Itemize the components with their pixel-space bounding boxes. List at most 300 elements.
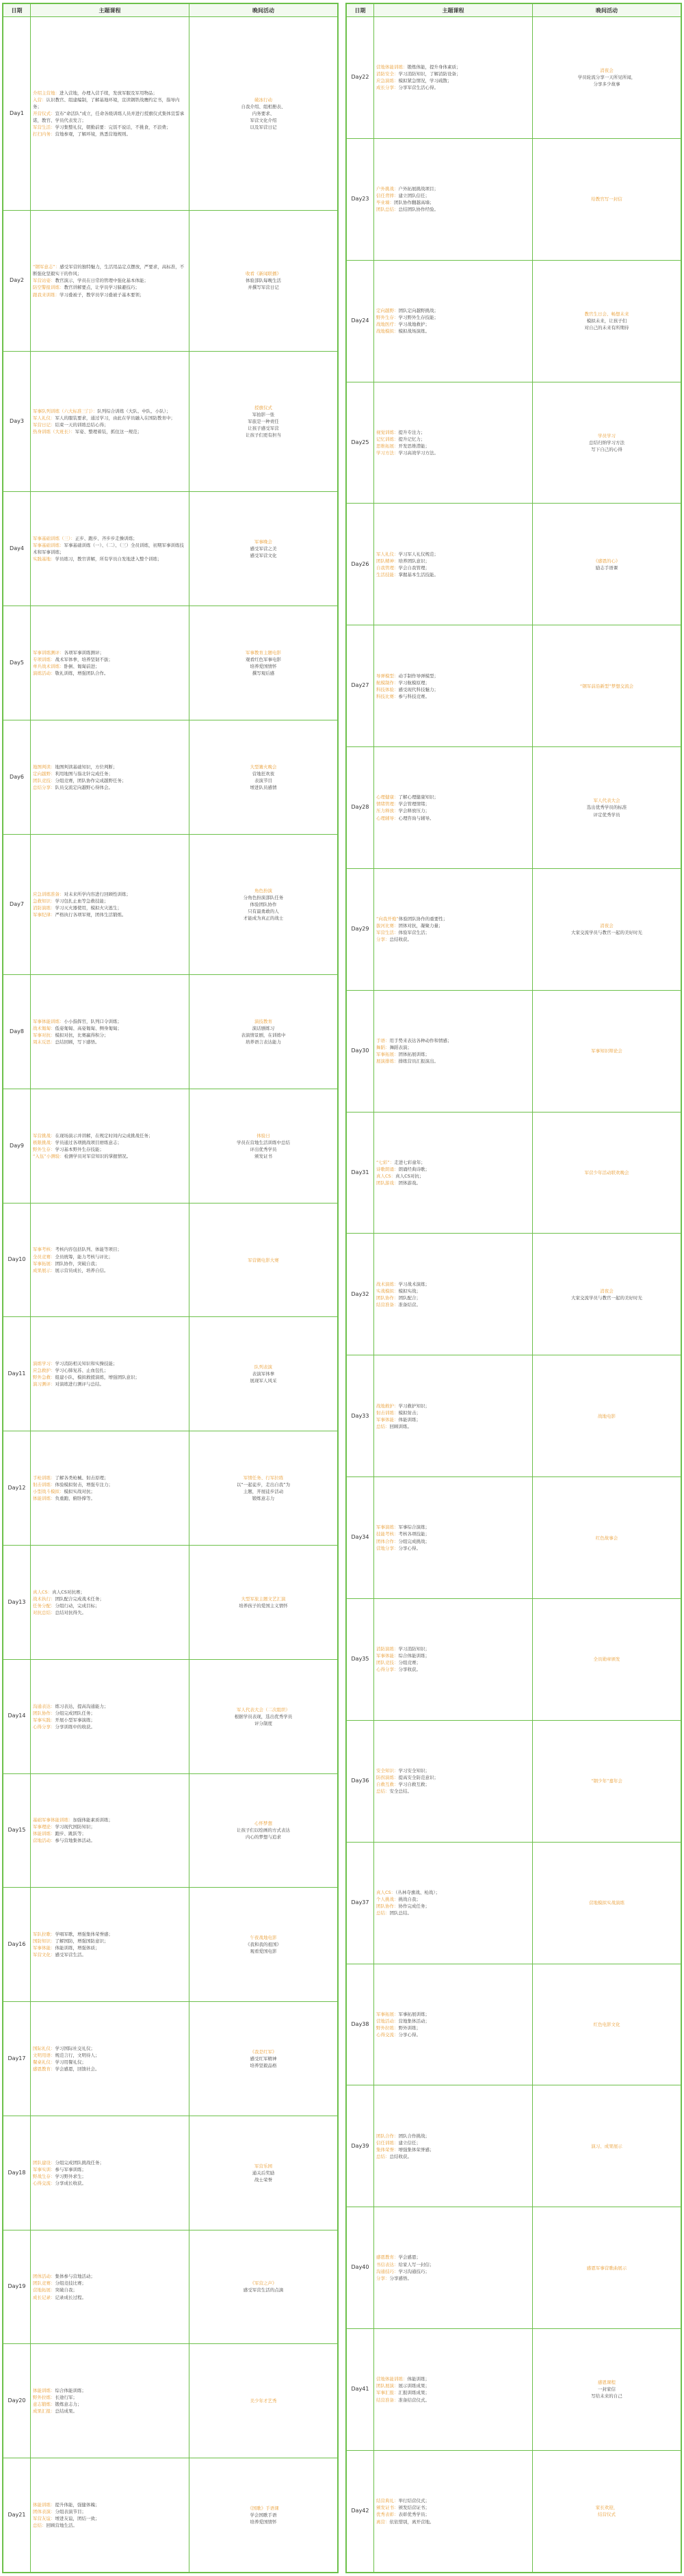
evening-cell: [189, 1773, 338, 1888]
course-line: [376, 571, 530, 578]
course-label: 射击训练：: [33, 1482, 55, 1488]
course-text: 练习表达，提高沟通能力；: [55, 1703, 109, 1709]
course-line: [33, 2173, 187, 2180]
day-cell: Day7: [3, 834, 31, 975]
course-cell: [31, 211, 189, 352]
day-cell: Day36: [347, 1720, 374, 1842]
evening-line: 心怀梦想: [254, 1821, 272, 1827]
evening-cell: [533, 1477, 681, 1599]
evening-cell: [189, 2344, 338, 2458]
course-label: 单兵战术训练：: [33, 663, 64, 669]
course-text: 学习消防知识；: [398, 1646, 430, 1652]
evening-line: 模拟未来，让孩子们: [586, 318, 627, 324]
evening-line: 写下自己的心得: [591, 446, 622, 452]
course-cell: [31, 2002, 189, 2116]
course-text: 用手势来表达各种动作和情感；: [389, 1038, 452, 1044]
course-line: [33, 2045, 187, 2052]
course-label: 军事训练测评：: [33, 649, 64, 655]
evening-line: 颁发证书: [254, 1153, 272, 1159]
course-label: 入营：: [33, 96, 47, 103]
course-text: 军事拓展训练；: [398, 2011, 430, 2017]
table-row: [347, 17, 681, 139]
course-text: 学会感恩，回馈社会。: [55, 2066, 100, 2072]
day-cell: Day30: [347, 990, 374, 1112]
course-text: 总结成果。: [55, 2408, 77, 2415]
course-text: 分享成长收获。: [55, 2180, 86, 2186]
evening-line: 以“一起徒步，走出自我”为: [236, 1482, 291, 1488]
course-label: 定向越野：: [33, 770, 55, 777]
course-text: 记录成长过程。: [55, 2294, 86, 2300]
course-line: [33, 556, 187, 562]
course-text: 低姿匍匐、高姿匍匐、侧身匍匐；: [55, 1025, 122, 1031]
course-label: 野外拉练：: [376, 2025, 399, 2031]
evening-line: 内务要求、: [252, 111, 275, 117]
course-label: 体能训练：: [33, 1496, 55, 1502]
evening-line: 全员勋章颁发: [593, 1656, 620, 1663]
course-label: 军事考核：: [33, 1247, 55, 1253]
header-row: [347, 4, 681, 17]
course-text: 队列综合训练（大队、中队、小队）；: [97, 408, 171, 414]
course-text: 总结回顾，写下感悟。: [55, 1039, 100, 1045]
course-label: 军事实训：: [33, 2166, 55, 2172]
course-label: 团队合作：: [376, 2133, 399, 2139]
evening-line: 感受军营文化: [250, 553, 277, 559]
course-line: [33, 2287, 187, 2293]
course-text: 团队协作翻越高墙；: [394, 200, 434, 206]
course-text: 体能训练；: [398, 1416, 421, 1422]
course-line: [376, 1044, 530, 1051]
course-cell: [31, 606, 189, 720]
course-line: [33, 1589, 187, 1596]
course-line: [33, 1474, 187, 1481]
course-text: 总结收获。: [389, 937, 412, 943]
course-text: 分享感悟。: [389, 2275, 412, 2281]
course-text: 全员统筹，能力考核与评比；: [55, 1253, 113, 1260]
course-text: 模拟紧急情况，学习疏散；: [398, 78, 452, 84]
course-cell: [31, 351, 189, 492]
course-cell: [31, 2116, 189, 2230]
course-text: 团队合作挑战；: [398, 2133, 430, 2139]
day-cell: Day3: [3, 351, 31, 492]
evening-cell: [189, 1203, 338, 1317]
course-line: [376, 1659, 530, 1666]
evening-line: 战士荣誉: [254, 2176, 272, 2183]
evening-line: 军营少年活动联欢晚会: [584, 1169, 629, 1175]
course-line: [33, 535, 187, 542]
day-cell: Day31: [347, 1112, 374, 1234]
course-cell: [374, 625, 533, 747]
course-text: 增进友谊，团结一致；: [55, 2516, 100, 2522]
table-row: [3, 834, 338, 975]
evening-line: 军情任务、行军拉练: [243, 1474, 284, 1481]
course-label: 思维拓展：: [376, 443, 399, 449]
course-label: 军事汇报：: [376, 2390, 399, 2396]
table-row: [3, 492, 338, 606]
course-text: 敬礼训练，增强团队合作。: [55, 671, 109, 676]
evening-cell: [189, 975, 338, 1089]
course-line: [33, 284, 187, 291]
course-text: 朗诵经典诗歌；: [398, 1166, 430, 1172]
course-line: [376, 801, 530, 807]
table-row: [3, 1089, 338, 1203]
course-line: [376, 64, 530, 70]
course-text: 学习自救互救；: [398, 1782, 430, 1788]
course-label: 开营仪式：: [33, 111, 55, 117]
course-line: [376, 206, 530, 213]
course-text: 学习航模原理；: [398, 679, 430, 686]
course-line: [33, 891, 187, 898]
course-label: 战地模拟：: [376, 328, 399, 335]
table-row: [347, 382, 681, 504]
course-line: [33, 649, 187, 656]
course-text: 综合体能训练；: [55, 2388, 86, 2394]
course-line: [33, 1488, 187, 1495]
course-text: 分享收获。: [398, 1667, 421, 1673]
course-label: 军营挑战：: [33, 1132, 55, 1139]
evening-cell: [189, 211, 338, 352]
course-text: 学习基本野外生存技能；: [55, 1146, 104, 1152]
course-label: 野外生存：: [376, 315, 399, 321]
course-text: 表彰优秀学员；: [398, 2512, 430, 2518]
course-label: 营地拓展：: [33, 2287, 55, 2293]
course-cell: [31, 2230, 189, 2344]
course-line: [33, 1495, 187, 1502]
evening-line: 学会国歌手语: [250, 2512, 277, 2519]
evening-line: 评分制度: [254, 1720, 272, 1726]
evening-line: 军营微电影大赛: [248, 1257, 279, 1263]
table-row: [3, 1203, 338, 1317]
course-line: [33, 898, 187, 905]
course-label: 离营：: [376, 2519, 390, 2525]
evening-line: 写给未来的自己: [591, 2393, 622, 2399]
course-text: 宣布“命活队”成立，任命各级训练人员并进行授旗仪式集体宣誓承诺，教官、学员代表发言；: [33, 111, 185, 124]
course-line: [376, 929, 530, 936]
course-line: [33, 1018, 187, 1025]
course-text: 学习灭火器使用，模拟火灾逃生；: [55, 905, 122, 911]
table-row: [347, 1355, 681, 1477]
schedule-table-left: [2, 3, 339, 2573]
course-line: [376, 1538, 530, 1545]
evening-cell: [533, 1842, 681, 1964]
course-line: [376, 1910, 530, 1916]
course-label: 自救互救：: [376, 1782, 399, 1788]
course-text: 体能训练；: [407, 2376, 430, 2382]
course-line: [376, 693, 530, 700]
course-text: 了解国防，增强国防意识；: [55, 1938, 109, 1944]
day-cell: Day21: [3, 2458, 31, 2573]
evening-line: 自我介绍、组相册表、: [241, 103, 286, 109]
course-label: 战地救护：: [376, 1403, 399, 1409]
day-cell: Day29: [347, 868, 374, 990]
course-text: 地图判读基础知识，方位判断；: [55, 764, 118, 770]
day-cell: Day8: [3, 975, 31, 1089]
table-row: [3, 2116, 338, 2230]
course-label: 诗歌朗诵：: [376, 1166, 399, 1172]
evening-line: 表演军体拳: [252, 1371, 275, 1377]
day-cell: Day40: [347, 2207, 374, 2329]
course-line: [33, 670, 187, 677]
table-row: [347, 1234, 681, 1355]
course-label: 心得分享：: [376, 1667, 399, 1673]
evening-line: 根据学员表现，选出优秀学员: [234, 1713, 293, 1719]
course-text: 突破自我；: [55, 2287, 77, 2293]
course-line: [33, 1717, 187, 1723]
course-label: 介绍主营地：: [33, 90, 60, 96]
course-label: 热身训练（大班长）：: [33, 429, 75, 435]
evening-cell: [189, 606, 338, 720]
course-line: [33, 2387, 187, 2394]
day-cell: Day9: [3, 1089, 31, 1203]
course-line: [33, 90, 187, 96]
course-cell: [374, 1234, 533, 1355]
course-label: 演练活动：: [33, 671, 55, 676]
course-text: 军姿、整理着装，抓住这一规范；: [75, 429, 142, 435]
course-line: [376, 1774, 530, 1781]
table-row: [347, 1112, 681, 1234]
course-line: [376, 1301, 530, 1308]
course-text: 团队配合；: [398, 1294, 421, 1301]
course-text: 安全总结。: [389, 1788, 412, 1795]
day-cell: Day13: [3, 1545, 31, 1659]
course-line: [33, 1931, 187, 1938]
course-label: 战术演练：: [376, 1281, 399, 1287]
course-line: [33, 2515, 187, 2522]
course-label: 军营友谊：: [33, 2516, 55, 2522]
course-text: 提高安全防范意识；: [398, 1775, 438, 1781]
course-label: 团队精神：: [376, 558, 399, 564]
course-label: 军事实践：: [33, 1717, 55, 1723]
course-label: 军事体能：: [376, 1653, 399, 1659]
course-line: [33, 110, 187, 124]
day-cell: Day39: [347, 2085, 374, 2207]
course-text: 建立团队信任；: [398, 193, 430, 199]
course-text: 动手制作导弹模型；: [398, 673, 438, 679]
course-line: [376, 1294, 530, 1301]
evening-line: 授旗仪式: [254, 404, 272, 411]
course-text: 学习心肺复苏、止血包扎；: [55, 1368, 109, 1374]
course-line: [33, 124, 187, 131]
course-text: 军事基础训练（一）、（二）、（三）全员训练，初期军事训练技术和军事训练；: [33, 543, 184, 556]
course-text: 舞蹈表演；: [389, 1045, 412, 1051]
evening-line: 军事教育主题电影: [246, 649, 281, 655]
course-cell: [374, 1477, 533, 1599]
evening-line: 观看爱国电影: [250, 1949, 277, 1955]
course-text: 教官讲解要点，让学员学习躲避技巧；: [64, 285, 140, 291]
course-text: 学习现代国防知识；: [55, 1824, 95, 1830]
evening-line: 军人代表大会: [593, 798, 620, 804]
course-text: 体验模拟射击，增强专注力；: [55, 1482, 113, 1488]
evening-cell: [189, 720, 338, 834]
table-row: [347, 1842, 681, 1964]
course-label: 军事拓展：: [376, 1052, 399, 1058]
table-row: [347, 1720, 681, 1842]
course-label: 分享：: [376, 2275, 390, 2281]
course-line: [376, 328, 530, 335]
evening-line: 消夜会: [600, 68, 614, 74]
course-text: 模拟射击；: [398, 1409, 421, 1416]
course-text: 团体游戏。: [398, 1180, 421, 1186]
course-line: [33, 764, 187, 770]
course-line: [33, 777, 187, 784]
course-text: 利用地图与指北针完成任务；: [55, 770, 113, 777]
course-label: 战术匍匐：: [33, 1025, 55, 1031]
table-row: [347, 1598, 681, 1720]
course-line: [33, 1260, 187, 1267]
course-cell: [31, 720, 189, 834]
table-row: [3, 606, 338, 720]
table-row: [3, 211, 338, 352]
course-text: 准备结营仪式。: [398, 2397, 430, 2403]
course-text: 分组行动，完成目标；: [55, 1602, 100, 1609]
evening-cell: [533, 625, 681, 747]
course-line: [376, 2376, 530, 2382]
evening-cell: [533, 868, 681, 990]
evening-cell: [189, 1659, 338, 1773]
course-label: 团队展演：: [376, 2383, 399, 2389]
evening-cell: [533, 2207, 681, 2329]
course-text: 展示营员成长，培养自信。: [55, 1267, 109, 1273]
course-line: [376, 1159, 530, 1166]
table-row: [347, 2450, 681, 2572]
course-line: [33, 1039, 187, 1045]
course-cell: [374, 1720, 533, 1842]
course-line: [33, 905, 187, 911]
evening-cell: [533, 504, 681, 625]
course-text: 锻炼意志力；: [55, 2402, 82, 2408]
course-label: 对抗总结：: [33, 1609, 55, 1615]
course-line: [376, 2261, 530, 2268]
course-label: 户外挑战：: [376, 186, 399, 192]
evening-line: 通关后奖励: [252, 2170, 275, 2176]
course-label: “入伍”小测验：: [33, 1153, 64, 1159]
evening-line: 《我是红军》: [250, 2048, 277, 2055]
course-label: 团队协作：: [33, 1710, 55, 1716]
course-label: 军队拉歌：: [33, 1931, 55, 1938]
course-cell: [31, 1431, 189, 1546]
evening-line: 学员在营地生活训练中总结: [237, 1139, 290, 1145]
course-line: [33, 277, 187, 284]
course-line: [33, 1025, 187, 1032]
course-text: 举行结营仪式；: [398, 2498, 430, 2504]
day-cell: Day42: [347, 2450, 374, 2572]
course-text: 学员练习，教官讲解，所有学员自发地进入整个训练；: [55, 556, 162, 562]
table-row: [347, 2085, 681, 2207]
course-line: [376, 915, 530, 922]
course-line: [33, 421, 187, 428]
evening-line: 结营仪式: [598, 2512, 616, 2518]
course-line: [33, 1367, 187, 1374]
course-text: 依依惜别，离开营地。: [389, 2519, 434, 2525]
evening-line: 才能成为真正的战士: [243, 915, 284, 921]
course-text: 学习救护知识；: [398, 1403, 430, 1409]
course-label: 军人礼仪：: [376, 551, 399, 557]
course-cell: [374, 1112, 533, 1234]
course-label: 跟我来训练：: [33, 291, 60, 298]
evening-line: 教官生日会、畅想未来: [584, 311, 629, 317]
course-line: [376, 2397, 530, 2404]
course-text: 总结对抗得失。: [55, 1609, 86, 1615]
table-row: [3, 2344, 338, 2458]
evening-line: “钢军前沿新型”梦想交流会: [579, 683, 634, 689]
course-line: [33, 2501, 187, 2508]
course-line: [376, 2031, 530, 2038]
course-line: [33, 2066, 187, 2072]
course-line: [33, 131, 187, 138]
course-cell: [374, 504, 533, 625]
course-label: 军事基础训练：: [33, 543, 64, 549]
table-row: [3, 2458, 338, 2573]
course-text: 战术军体拳，培养坚韧不拔；: [55, 656, 113, 662]
course-line: [376, 1896, 530, 1903]
table-row: [347, 1964, 681, 2085]
course-text: 学习战地救护；: [398, 322, 430, 328]
course-text: 考核各项技能；: [398, 1531, 430, 1537]
course-label: 专项训练：: [33, 656, 55, 662]
course-line: [33, 2273, 187, 2280]
day-cell: Day26: [347, 504, 374, 625]
course-label: 总结：: [376, 2153, 390, 2159]
course-text: （丛林夺旗战、枪战）；: [395, 1889, 440, 1895]
day-cell: Day41: [347, 2329, 374, 2451]
evening-line: 红色电影文化: [593, 2021, 620, 2027]
course-line: [376, 2254, 530, 2261]
course-label: 体能训练：: [33, 2388, 55, 2394]
course-text: 跑步、跳跃等；: [55, 1831, 86, 1837]
course-label: 野外急救：: [33, 1375, 55, 1381]
table-row: [3, 1888, 338, 2002]
course-line: [376, 1781, 530, 1788]
course-label: 军事拓展：: [33, 1260, 55, 1266]
evening-line: 大家交流学员与教官一起的美好时光: [571, 1294, 642, 1301]
course-label: 防拐演练：: [376, 1775, 399, 1781]
evening-line: 军事晚会: [254, 539, 272, 545]
evening-line: 一封家信: [598, 2386, 616, 2393]
course-line: [33, 1944, 187, 1951]
course-label: 地图判读：: [33, 764, 55, 770]
course-cell: [374, 2450, 533, 2572]
course-line: [376, 686, 530, 693]
course-label: 国际礼仪：: [33, 2045, 55, 2051]
course-text: 团队配合完成战术任务；: [55, 1596, 104, 1602]
course-line: [376, 807, 530, 814]
evening-cell: [533, 990, 681, 1112]
evening-line: 让孩子感受军营: [248, 426, 279, 432]
course-line: [33, 1360, 187, 1367]
course-label: 信任背摔：: [376, 193, 399, 199]
table-row: [3, 17, 338, 211]
course-line: [376, 436, 530, 443]
course-line: [376, 679, 530, 686]
evening-line: 队列表演: [254, 1364, 272, 1370]
course-cell: [31, 1545, 189, 1659]
day-cell: Day27: [347, 625, 374, 747]
day-cell: Day24: [347, 260, 374, 382]
course-label: 急救知识：: [33, 898, 55, 904]
course-text: 排练营员汇报演出。: [398, 1058, 438, 1065]
course-label: 拔河比赛：: [376, 923, 399, 929]
course-text: 分享心得。: [398, 1545, 421, 1551]
course-text: 颁发结营证书；: [398, 2505, 430, 2511]
course-line: [376, 1281, 530, 1288]
course-text: 模拟实战；: [398, 1288, 421, 1294]
evening-line: 让孩子们以绘画的方式表达: [237, 1827, 290, 1834]
evening-line: 感恩军事营歌曲展示: [586, 2265, 627, 2271]
course-line: [33, 1381, 187, 1388]
course-label: 团队竞赛：: [33, 2280, 55, 2287]
evening-cell: [533, 2329, 681, 2451]
course-label: 优秀表彰：: [376, 2512, 399, 2518]
evening-cell: [189, 1888, 338, 2002]
